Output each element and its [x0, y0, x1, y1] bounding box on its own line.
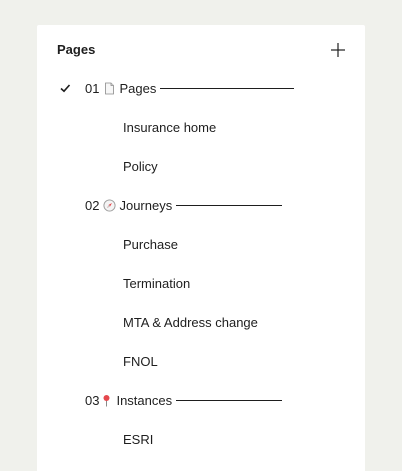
panel-title: Pages: [57, 42, 96, 57]
pages-list: [37, 69, 365, 459]
section-name: Pages: [119, 80, 157, 96]
page-row-03-instances[interactable]: [37, 381, 365, 420]
page-label: Insurance home: [123, 119, 217, 135]
page-label: Purchase: [123, 236, 178, 252]
checkmark-icon: [59, 82, 71, 94]
section-divider-line: [176, 205, 282, 206]
page-label: Termination: [123, 275, 191, 291]
section-label: [85, 197, 282, 215]
page-row-01-pages[interactable]: [37, 69, 365, 108]
page-row-02-journeys[interactable]: [37, 186, 365, 225]
section-name: Journeys: [119, 197, 173, 213]
page-label: ESRI: [123, 431, 154, 447]
section-name: Instances: [116, 392, 173, 408]
page-row-esri[interactable]: [37, 420, 365, 459]
section-number: 02: [85, 197, 100, 213]
pages-panel: [37, 25, 365, 471]
compass-icon: [103, 199, 116, 212]
section-number: 01: [85, 80, 100, 96]
section-divider-line: [176, 400, 282, 401]
page-label: MTA & Address change: [123, 314, 258, 330]
section-label: [85, 392, 282, 410]
page-icon: [103, 82, 116, 95]
section-divider-line: [160, 88, 294, 89]
section-label: [85, 80, 294, 98]
section-number: 03: [85, 392, 100, 408]
page-row-fnol[interactable]: [37, 342, 365, 381]
page-row-policy[interactable]: [37, 147, 365, 186]
page-row-mta-address-change[interactable]: [37, 303, 365, 342]
page-row-purchase[interactable]: [37, 225, 365, 264]
add-page-button[interactable]: [329, 41, 347, 59]
pages-panel-header: [57, 39, 347, 61]
pin-icon: [100, 394, 113, 407]
page-label: Policy: [123, 158, 158, 174]
plus-icon: [329, 41, 347, 59]
page-row-insurance-home[interactable]: [37, 108, 365, 147]
page-row-termination[interactable]: [37, 264, 365, 303]
page-label: FNOL: [123, 353, 158, 369]
